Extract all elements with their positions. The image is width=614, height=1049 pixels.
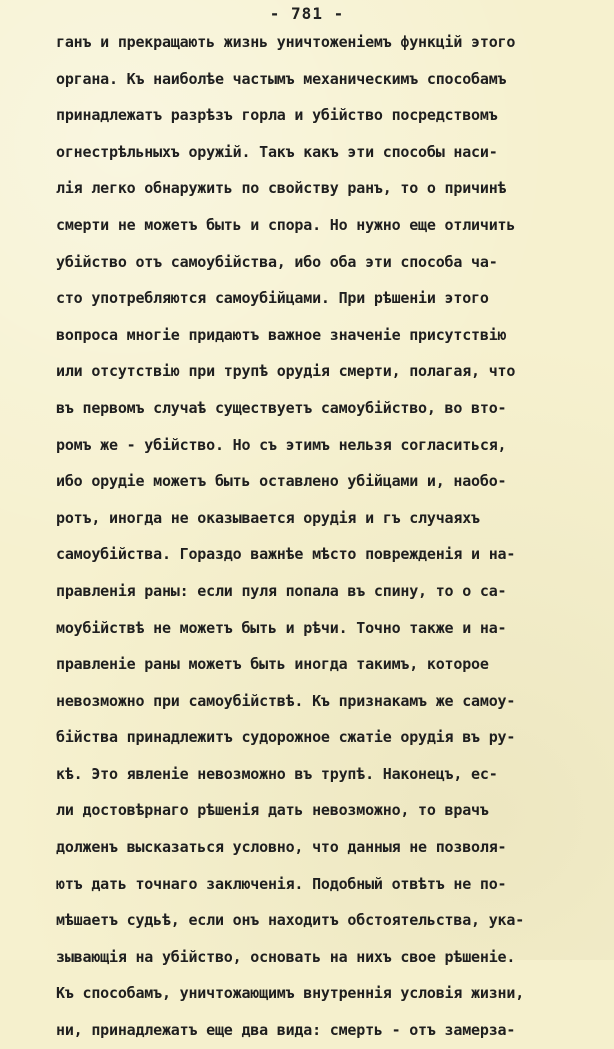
text-line-11: въ первомъ случаѣ существуетъ самоубiйство, во вто-	[56, 398, 507, 417]
text-line-8: сто употребляются самоубiйцами. При рѣшенiи этого	[56, 289, 489, 308]
text-line-2: органа. Къ наиболѣе частымъ механическимъ способамъ	[56, 69, 507, 88]
text-line-14: ротъ, иногда не оказывается орудiя и гъ случаяхъ	[56, 508, 480, 527]
text-line-26: зывающiя на убiйство, основать на нихъ свое рѣшенiе.	[56, 947, 516, 966]
text-line-15: самоубiйства. Гораздо важнѣе мѣсто поврежденiя и на-	[56, 545, 516, 564]
text-line-1: ганъ и прекращають жизнь уничтоженiемъ функцiй этого	[56, 33, 516, 51]
page-number: - 781 -	[269, 4, 345, 23]
text-line-7: убiйство отъ самоубiйства, ибо оба эти способа ча-	[56, 252, 498, 271]
text-line-28: ни, принадлежатъ еще два вида: смерть - отъ замерза-	[56, 1021, 516, 1040]
text-line-21: кѣ. Это явленiе невозможно въ трупѣ. Наконецъ, ес-	[56, 764, 498, 783]
body-text	[56, 24, 601, 1049]
text-line-5: лiя легко обнаружить по свойству ранъ, то о причинѣ	[56, 179, 507, 198]
text-line-17: моубiйствѣ не можетъ быть и рѣчи. Точно также и на-	[56, 618, 507, 637]
text-line-25: мѣшаетъ судьѣ, если онъ находитъ обстоятельства, ука-	[56, 911, 525, 930]
text-line-19: невозможно при самоубiйствѣ. Къ признакамъ же самоу-	[56, 691, 516, 710]
text-line-24: ютъ дать точнаго заключенiя. Подобный отвѣтъ не по-	[56, 874, 507, 893]
text-line-4: огнестрѣльныхъ оружiй. Такъ какъ эти способы наси-	[56, 142, 498, 161]
text-line-27: Къ способамъ, уничтожающимъ внутреннiя условiя жизни,	[56, 984, 525, 1003]
text-line-6: смерти не можетъ быть и спора. Но нужно еще отличить	[56, 215, 516, 234]
text-line-20: бiйства принадлежитъ судорожное сжатiе орудiя въ ру-	[56, 728, 516, 747]
text-line-23: долженъ высказаться условно, что данныя не позволя-	[56, 838, 507, 857]
text-line-3: принадлежатъ разрѣзъ горла и убiйство посредствомъ	[56, 106, 498, 125]
text-line-13: ибо орудiе можетъ быть оставлено убiйцами и, наобо-	[56, 472, 507, 491]
text-line-22: ли достовѣрнаго рѣшенiя дать невозможно, то врачъ	[56, 801, 489, 820]
text-line-10: или отсутствiю при трупѣ орудiя смерти, полагая, что	[56, 362, 516, 381]
text-line-16: правленiя раны: если пуля попала въ спину, то о са-	[56, 581, 507, 600]
text-line-9: вопроса многiе придаютъ важное значенiе присутствiю	[56, 325, 507, 344]
text-line-12: ромъ же - убiйство. Но съ этимъ нельзя согласиться,	[56, 435, 507, 454]
text-line-18: правленiе раны можетъ быть иногда такимъ, которое	[56, 655, 489, 674]
